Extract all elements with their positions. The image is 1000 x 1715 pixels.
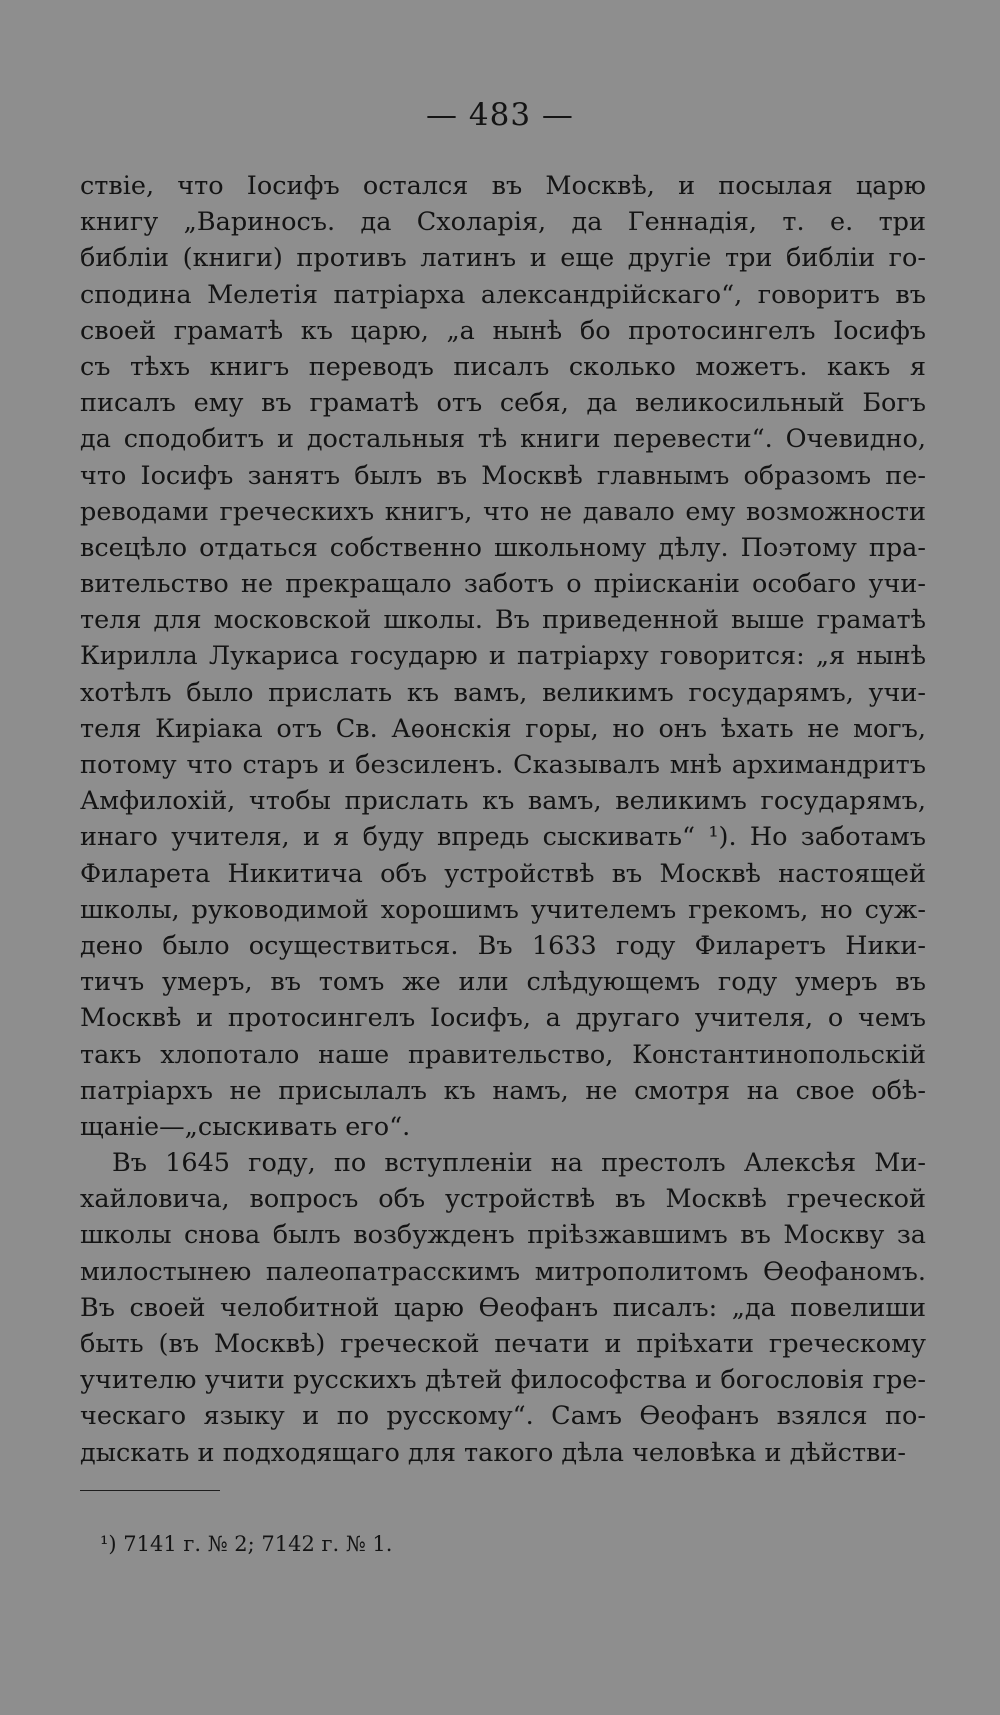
text-line: ствіе, что Іосифъ остался въ Москвѣ, и посылая царю [80, 171, 926, 201]
text-line: всецѣло отдаться собственно школьному дѣлу. Поэтому пра- [80, 532, 926, 563]
text-line: щаніе—„сыскивать его“. [80, 1111, 411, 1142]
text-line: что Іосифъ занятъ былъ въ Москвѣ главнымъ образомъ пе- [80, 460, 926, 491]
text-line: быть (въ Москвѣ) греческой печати и пріѣхати греческому [80, 1329, 926, 1359]
text-line: сподина Мелетія патріарха александрійскаго“, говоритъ въ [80, 279, 926, 310]
text-line: потому что старъ и безсиленъ. Сказывалъ мнѣ архимандритъ [80, 750, 926, 780]
footnote-separator [80, 1490, 220, 1491]
page-number: — 483 — [426, 97, 574, 133]
text-line: хотѣлъ было прислать къ вамъ, великимъ государямъ, учи- [80, 677, 926, 708]
body-text [80, 168, 926, 1471]
text-line: такъ хлопотало наше правительство, Константинопольскій [80, 1039, 926, 1070]
text-line: учителю учити русскихъ дѣтей философства и богословія гре- [80, 1365, 926, 1396]
text-line: теля для московской школы. Въ приведенной выше граматѣ [80, 605, 926, 636]
text-line: съ тѣхъ книгъ переводъ писалъ сколько можетъ. какъ я [80, 351, 926, 382]
footnote: ¹) 7141 г. № 2; 7142 г. № 1. [100, 1532, 393, 1556]
text-line: хайловича, вопросъ объ устройствѣ въ Москвѣ греческой [80, 1184, 926, 1215]
text-line: теля Киріака отъ Св. Аѳонскія горы, но онъ ѣхать не могъ, [80, 713, 926, 744]
text-line: Въ своей челобитной царю Ѳеофанъ писалъ: „да повелиши [80, 1292, 926, 1323]
text-line: дено было осуществиться. Въ 1633 году Филаретъ Ники- [80, 930, 926, 961]
text-line: школы снова былъ возбужденъ пріѣзжавшимъ въ Москву за [80, 1220, 926, 1251]
text-line: инаго учителя, и я буду впредь сыскивать“ ¹). Но заботамъ [80, 822, 926, 853]
text-line: Филарета Никитича объ устройствѣ въ Москвѣ настоящей [80, 858, 926, 889]
text-line: Москвѣ и протосингелъ Іосифъ, а другаго учителя, о чемъ [80, 1003, 926, 1034]
paragraph [80, 168, 926, 1145]
text-line: Кирилла Лукариса государю и патріарху говорится: „я нынѣ [80, 641, 926, 672]
text-line: да сподобитъ и достальныя тѣ книги перевести“. Очевидно, [80, 424, 926, 455]
text-line: Въ 1645 году, по вступленіи на престолъ Алексѣя Ми- [112, 1148, 926, 1179]
text-line: писалъ ему въ граматѣ отъ себя, да великосильный Богъ [80, 388, 926, 419]
text-line: милостынею палеопатрасскимъ митрополитомъ Ѳеофаномъ. [80, 1256, 926, 1287]
text-line: ческаго языку и по русскому“. Самъ Ѳеофанъ взялся по- [80, 1401, 926, 1432]
text-line: вительство не прекращало заботъ о пріисканіи особаго учи- [80, 569, 926, 600]
text-line: школы, руководимой хорошимъ учителемъ грекомъ, но суж- [80, 894, 926, 925]
text-line: патріархъ не присылалъ къ намъ, не смотря на свое обѣ- [80, 1075, 926, 1106]
text-line: тичъ умеръ, въ томъ же или слѣдующемъ году умеръ въ [80, 967, 926, 998]
text-line: библіи (книги) противъ латинъ и еще другіе три библіи го- [80, 243, 926, 274]
text-line: реводами греческихъ книгъ, что не давало ему возможности [80, 496, 926, 527]
paragraph [80, 1145, 926, 1471]
text-line: своей граматѣ къ царю, „а нынѣ бо протосингелъ Іосифъ [80, 315, 926, 346]
text-line: дыскать и подходящаго для такого дѣла человѣка и дѣйстви- [80, 1437, 907, 1468]
text-line: книгу „Вариносъ. да Схоларія, да Геннадія, т. е. три [80, 207, 926, 238]
text-line: Амфилохій, чтобы прислать къ вамъ, великимъ государямъ, [80, 786, 926, 817]
